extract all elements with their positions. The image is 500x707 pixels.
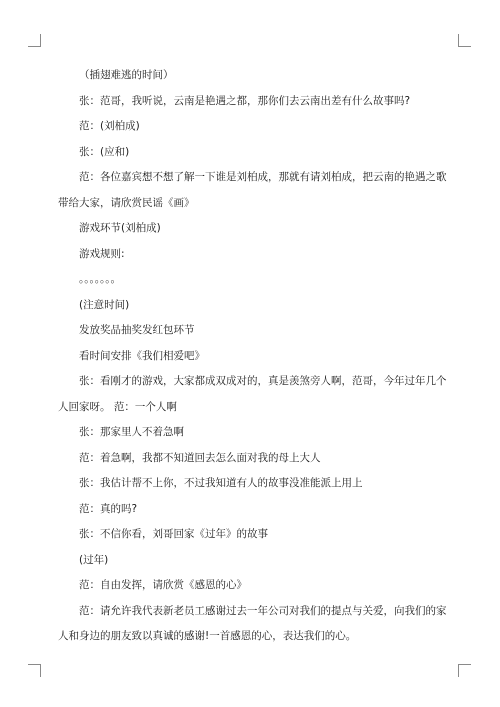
text-line: 范：自由发挥，请欣赏《感恩的心》: [79, 579, 247, 591]
text-line: 游戏环节(刘柏成): [79, 222, 161, 234]
text-line: 张：范哥，我听说，云南是艳遇之都，那你们去云南出差有什么故事吗?: [79, 94, 411, 107]
crop-mark-top-right: [458, 34, 471, 47]
text-line: 张：看刚才的游戏，大家都成双成对的，真是羡煞旁人啊，范哥，今年过年几个: [79, 375, 447, 387]
text-line: 张：我估计帮不上你，不过我知道有人的故事没准能派上用上: [79, 477, 363, 489]
text-line: 张：不信你看，刘哥回家《过年》的故事: [79, 528, 268, 540]
crop-mark-bottom-right: [458, 664, 471, 677]
text-line: (注意时间): [79, 298, 130, 311]
crop-mark-bottom-left: [28, 664, 41, 677]
text-line: 人和身边的朋友致以真诚的感谢!一首感恩的心，表达我们的心。: [58, 630, 357, 642]
text-line: 发放奖品抽奖发红包环节: [79, 324, 195, 336]
text-line: 。。。。。。。: [79, 273, 121, 285]
text-line: 张：(应和): [79, 145, 130, 158]
text-line: 范：着急啊，我都不知道回去怎么面对我的母上大人: [79, 451, 321, 464]
text-line: 范：请允许我代表新老员工感谢过去一年公司对我们的提点与关爱，向我们的家: [79, 604, 447, 617]
text-line: 游戏规则:: [79, 247, 125, 260]
text-line: 看时间安排《我们相爱吧》: [79, 349, 205, 362]
text-line: 范：真的吗?: [79, 502, 138, 515]
text-line: 人回家呀。 范：一个人啊: [58, 400, 177, 413]
text-line: 带给大家，请欣赏民谣《画》: [58, 196, 195, 209]
crop-mark-top-left: [28, 34, 41, 47]
text-line: 张：那家里人不着急啊: [79, 426, 184, 438]
document-body: [58, 63, 458, 650]
text-line: 范：(刘柏成): [79, 120, 140, 132]
text-line: (过年): [79, 553, 109, 566]
text-line: （插翅难逃的时间）: [79, 69, 174, 81]
text-line: 范：各位嘉宾想不想了解一下谁是刘柏成，那就有请刘柏成，把云南的艳遇之歌: [79, 171, 447, 183]
